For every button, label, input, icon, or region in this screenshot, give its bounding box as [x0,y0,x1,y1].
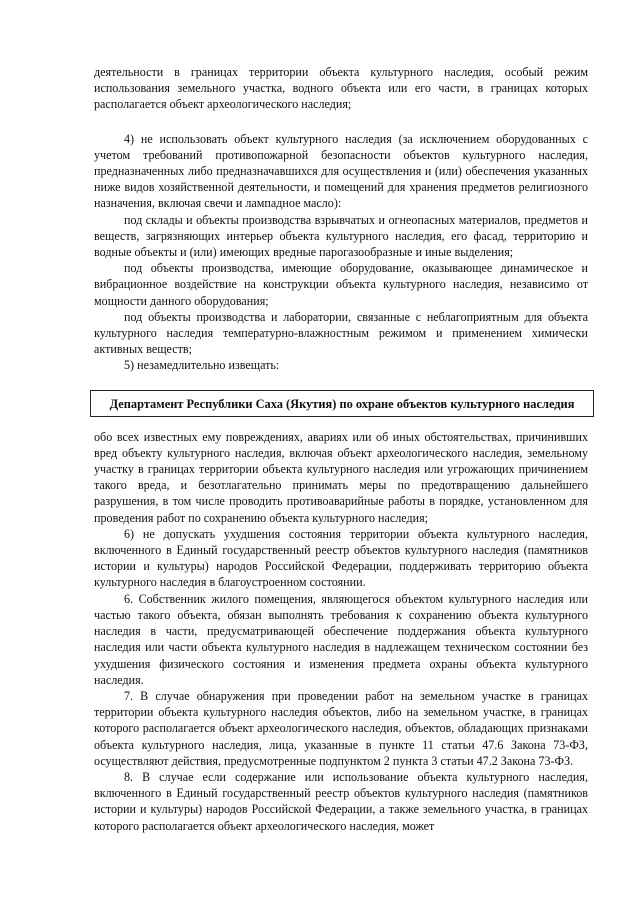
paragraph-notify: обо всех известных ему повреждениях, авариях или об иных обстоятельствах, причинивших вред объекту культурного наследия, включая объект археологического наследия, земельному участку в границах территории объекта культурного наследия или угрожающих причинением такого вреда, и безотлагательно принимать меры по предотвращению дальнейшего разрушения, в том числе проводить противоаварийные работы в порядке, установленном для проведения работ по сохранению объекта культурного наследия; [94,429,588,525]
spacer [94,113,588,131]
document-page [94,64,588,834]
paragraph-production-vibration: под объекты производства, имеющие оборудование, оказывающее динамическое и вибрационное воздействие на конструкции объекта культурного наследия, независимо от мощности данного оборудования; [94,261,588,308]
paragraph-item-5: 5) незамедлительно извещать: [124,358,280,373]
paragraph-warehouses: под склады и объекты производства взрывчатых и огнеопасных материалов, предметов и веществ, загрязняющих интерьер объекта культурного наследия, его фасад, территорию и водные объекты и (или) имеющих вредные парогазообразные и иные выделения; [94,212,588,260]
paragraph-laboratories: под объекты производства и лаборатории, связанные с неблагоприятным для объекта культурного наследия температурно-влажностным режимом и применением химически активных веществ; [94,309,588,357]
paragraph-section-6: 6. Собственник жилого помещения, являющегося объектом культурного наследия или частью такого объекта, обязан выполнять требования к сохранению объекта культурного наследия в части, предусматривающей обеспечение поддержания объекта культурного наследия или части объекта культурного наследия в надлежащем техническом состоянии без ухудшения физического состояния и изменения предмета охраны объекта культурного наследия. [94,591,588,687]
paragraph-item-6: 6) не допускать ухудшения состояния территории объекта культурного наследия, включенного в Единый государственный реестр объектов культурного наследия (памятников истории и культуры) народов Российской Федерации, поддерживать территорию объекта культурного наследия в благоустроенном состоянии. [94,526,588,590]
paragraph-section-7: 7. В случае обнаружения при проведении работ на земельном участке в границах территории объекта культурного наследия объектов, либо на земельном участке, в границах которого располагается объект археологического наследия, объектов, обладающих признаками объекта культурного наследия, лица, указанные в пункте 11 статьи 47.6 Закона 73-ФЗ, осуществляют действия, предусмотренные подпунктом 2 пункта 3 статьи 47.2 Закона 73-ФЗ. [94,688,588,768]
department-box-title: Департамент Республики Саха (Якутия) по охране объектов культурного наследия [90,390,594,417]
paragraph-item-4: 4) не использовать объект культурного наследия (за исключением оборудованных с учетом требований противопожарной безопасности объектов культурного наследия, предназначенных либо предназначавшихся для осуществления и (или) обеспечения указанных ниже видов хозяйственной деятельности, и помещений для хранения предметов религиозного назначения, включая свечи и лампадное масло): [94,131,588,211]
paragraph-section-8: 8. В случае если содержание или использование объекта культурного наследия, включенного в Единый государственный реестр объектов культурного наследия (памятников истории и культуры) народов Российской Федерации, а также земельного участка, в границах которого располагается объект археологического наследия, может [94,769,588,833]
paragraph-continuation: деятельности в границах территории объекта культурного наследия, особый режим использования земельного участка, водного объекта или его части, в границах которых располагается объект археологического наследия; [94,65,588,112]
